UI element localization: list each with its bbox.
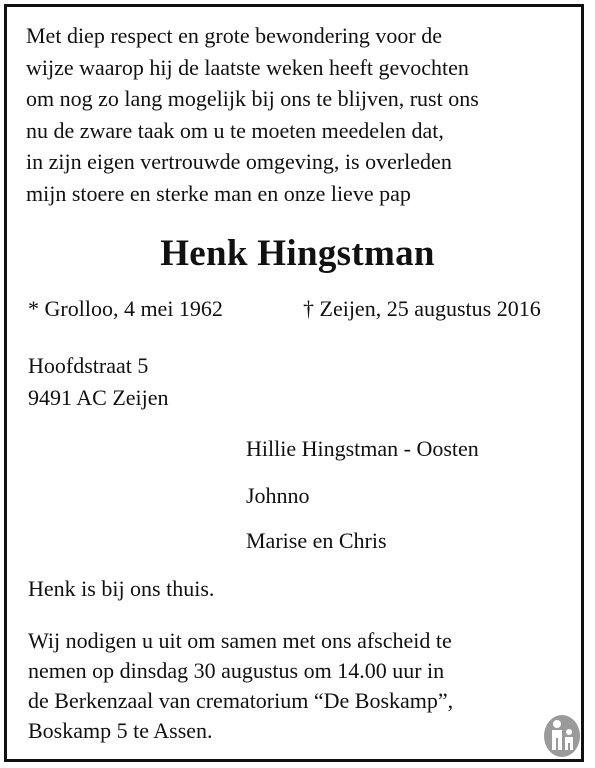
memorial-figure-icon: [542, 710, 582, 758]
birth-info: * Grolloo, 4 mei 1962: [28, 296, 223, 321]
address-city: 9491 AC Zeijen: [28, 385, 169, 410]
family-member: Johnno: [246, 483, 310, 508]
intro-line: Met diep respect en grote bewondering voor de: [26, 23, 443, 48]
home-notice: Henk is bij ons thuis.: [28, 576, 215, 601]
family-member: Marise en Chris: [246, 528, 387, 553]
death-info: † Zeijen, 25 augustus 2016: [303, 296, 541, 321]
deceased-name: Henk Hingstman: [160, 233, 435, 274]
address-street: Hoofdstraat 5: [28, 353, 149, 378]
service-text: [28, 626, 528, 746]
home-address: [28, 350, 169, 414]
intro-line: mijn stoere en sterke man en onze lieve pap: [26, 180, 411, 206]
intro-line: om nog zo lang mogelijk bij ons te blijven, rust ons: [26, 86, 479, 111]
intro-line: in zijn eigen vertrouwde omgeving, is overleden: [26, 149, 452, 174]
intro-line: wijze waarop hij de laatste weken heeft gevochten: [26, 54, 469, 80]
service-line: de Berkenzaal van crematorium “De Boskamp”,: [28, 688, 454, 713]
service-line: Boskamp 5 te Assen.: [28, 718, 213, 743]
family-member: Hillie Hingstman - Oosten: [246, 436, 479, 461]
service-line: Wij nodigen u uit om samen met ons afscheid te: [28, 628, 452, 653]
service-line: nemen op dinsdag 30 augustus om 14.00 uur in: [28, 658, 445, 683]
intro-line: nu de zware taak om u te moeten meedelen dat,: [26, 117, 444, 143]
intro-text: [26, 20, 556, 209]
